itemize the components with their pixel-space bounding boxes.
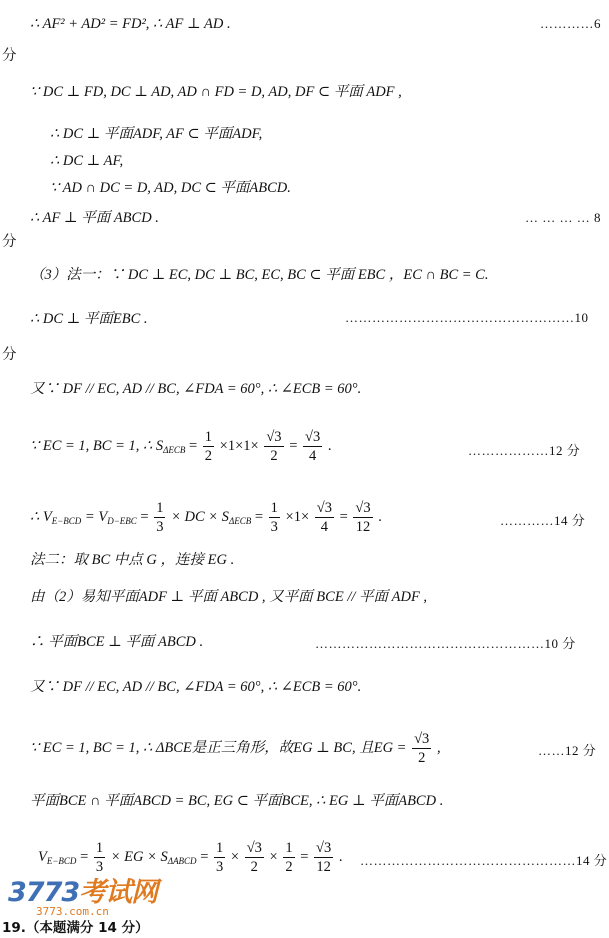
eq11-sub-3: ΔECB [228, 516, 252, 526]
text-line-12: 法二：取 BC 中点 G ，连接 EG . [30, 552, 235, 568]
eq10-period: . [327, 438, 332, 454]
eq11-equals-3: = [339, 509, 348, 525]
watermark-number: 3773 [8, 877, 80, 908]
fraction-sqrt3-over-4-b [315, 499, 334, 536]
text-line-8: ∴ DC ⊥ 平面EBC . [30, 311, 148, 327]
eq18-sub-2: ΔABCD [167, 856, 197, 866]
text-line-11 [30, 496, 382, 542]
denominator: 4 [320, 519, 328, 536]
eq18-times-1: × [230, 849, 240, 865]
score-dots-14: …………14 分 [500, 513, 586, 528]
denominator: 2 [270, 448, 278, 465]
fraction-sqrt3-over-2-c [245, 839, 264, 876]
numerator: √3 [316, 840, 332, 857]
fen-label-1: 分 [2, 48, 17, 64]
denominator: 2 [418, 750, 426, 767]
eq10-part-a: ∵ EC = 1, BC = 1, ∴ S [30, 438, 164, 454]
score-dots-10: ……………………………………………10 [345, 310, 589, 325]
numerator: √3 [414, 731, 430, 748]
score-dots-6: …………6 [540, 16, 601, 31]
fraction-sqrt3-over-4 [303, 428, 322, 465]
eq11-part-b: = V [84, 509, 108, 525]
numerator: √3 [305, 429, 321, 446]
eq18-equals-3: = [300, 849, 309, 865]
numerator: 1 [204, 429, 213, 446]
watermark-chinese: 考试网 [79, 877, 158, 908]
eq18-equals-1: = [80, 849, 89, 865]
score-dots-14b: …………………………………………14 分 [360, 853, 608, 868]
numerator: 1 [156, 500, 164, 517]
eq10-equals-2: = [289, 438, 298, 454]
eq11-part-f: ×1× [285, 509, 310, 525]
numerator: √3 [246, 840, 262, 857]
eq18-equals-2: = [200, 849, 209, 865]
denominator: 2 [250, 859, 258, 876]
text-line-7: （3）法一：∵ DC ⊥ EC, DC ⊥ BC, EC, BC ⊂ 平面 EBC ，EC ∩ BC = C. [30, 267, 489, 283]
denominator: 3 [156, 519, 164, 536]
denominator: 3 [95, 859, 104, 876]
fraction-one-half [203, 428, 214, 465]
score-dots-12: ………………12 分 [468, 443, 581, 458]
text-line-15: 又∵ DF // EC, AD // BC, ∠FDA = 60°, ∴ ∠ECB = 60°. [30, 679, 362, 695]
text-line-5: ∵ AD ∩ DC = D, AD, DC ⊂ 平面ABCD. [50, 180, 291, 196]
score-dots-10b: ……………………………………………10 分 [315, 636, 576, 651]
text-line-13: 由（2）易知平面ADF ⊥ 平面 ABCD , 又平面 BCE // 平面 ADF , [30, 589, 428, 605]
text-line-9: 又∵ DF // EC, AD // BC, ∠FDA = 60°, ∴ ∠ECB = 60°. [30, 381, 362, 397]
eq11-part-d: × DC × S [171, 509, 229, 525]
numerator: √3 [316, 500, 332, 517]
denominator: 3 [270, 519, 278, 536]
fraction-one-third-b [269, 499, 280, 536]
fraction-sqrt3-over-12-b [314, 839, 333, 876]
eq11-equals-1: = [140, 509, 149, 525]
eq11-period: . [378, 509, 382, 525]
eq16-part-b: , [436, 740, 441, 756]
fraction-sqrt3-over-2-b [412, 730, 431, 767]
numerator: 1 [95, 840, 104, 857]
fraction-one-half-b [283, 839, 294, 876]
eq18-period: . [338, 849, 343, 865]
fen-label-2: 分 [2, 234, 17, 250]
fraction-one-third [154, 499, 165, 536]
eq11-sub-1: E−BCD [51, 516, 82, 526]
text-line-2: ∵ DC ⊥ FD, DC ⊥ AD, AD ∩ FD = D, AD, DF ⊂ 平面 ADF , [30, 84, 402, 100]
numerator: 1 [216, 840, 224, 857]
fen-label-3: 分 [2, 347, 17, 363]
score-dots-12b: ……12 分 [538, 743, 597, 758]
score-dots-8: … … … … 8 [525, 210, 601, 225]
numerator: 1 [285, 840, 293, 857]
text-line-3: ∴ DC ⊥ 平面ADF, AF ⊂ 平面ADF, [50, 126, 263, 142]
fraction-one-third-d [214, 839, 225, 876]
watermark-url: 3773.com.cn [36, 905, 109, 918]
question-19-heading: 19.（本题满分 14 分） [2, 920, 149, 936]
eq11-sub-2: D−EBC [107, 516, 137, 526]
denominator: 12 [355, 519, 371, 536]
eq18-times-2: × [269, 849, 278, 865]
numerator: √3 [355, 500, 371, 517]
text-line-16 [30, 727, 441, 769]
eq10-equals-1: = [188, 438, 198, 454]
text-line-1: ∴ AF² + AD² = FD², ∴ AF ⊥ AD . [30, 16, 231, 32]
eq18-part-c: × EG × S [110, 849, 168, 865]
denominator: 2 [204, 448, 213, 465]
eq18-part-a: V [38, 849, 47, 865]
denominator: 3 [216, 859, 224, 876]
text-line-6: ∴ AF ⊥ 平面 ABCD . [30, 210, 159, 226]
eq10-subscript: ΔECB [163, 445, 186, 455]
denominator: 4 [308, 448, 317, 465]
eq11-equals-2: = [254, 509, 264, 525]
text-line-14: ∴ 平面BCE ⊥ 平面 ABCD . [30, 634, 204, 650]
eq16-part-a: ∵ EC = 1, BC = 1, ∴ ΔBCE是正三角形，故EG ⊥ BC, 且EG = [30, 740, 407, 756]
numerator: 1 [270, 500, 278, 517]
text-line-17: 平面BCE ∩ 平面ABCD = BC, EG ⊂ 平面BCE, ∴ EG ⊥ 平面ABCD . [30, 793, 444, 809]
eq10-part-c: ×1×1× [219, 438, 259, 454]
watermark-logo [8, 870, 157, 918]
text-line-10 [30, 425, 331, 471]
fraction-sqrt3-over-2 [264, 428, 283, 465]
text-line-4: ∴ DC ⊥ AF, [50, 153, 124, 169]
watermark-brand [8, 870, 157, 909]
fraction-sqrt3-over-12 [353, 499, 372, 536]
eq11-part-a: ∴ V [30, 509, 52, 525]
denominator: 2 [285, 859, 293, 876]
denominator: 12 [316, 859, 331, 876]
numerator: √3 [266, 429, 282, 446]
eq18-sub-1: E−BCD [46, 856, 77, 866]
